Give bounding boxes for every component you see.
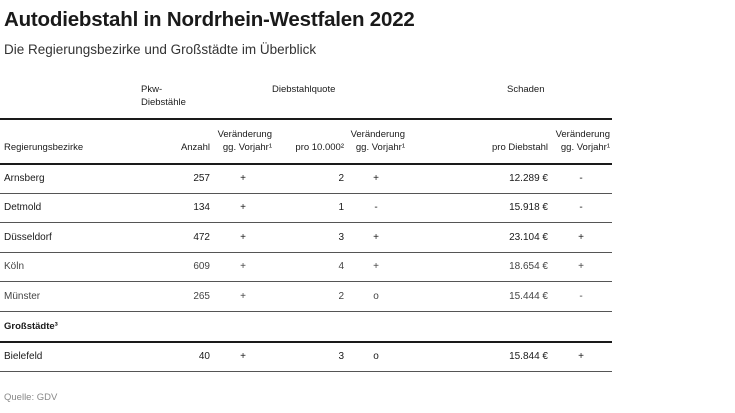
cell-quote: 2 [338,173,344,184]
cell-schaden: 18.654 € [509,261,548,272]
cell-anzahl: 40 [198,351,210,362]
cell-quote: 4 [338,261,344,272]
col-header-pro10000: pro 10.000² [295,142,344,153]
cell-quote: 1 [338,202,344,213]
cell-veraenderung-2: o [373,291,379,302]
cell-name: Arnsberg [4,173,45,184]
cell-veraenderung-3: + [578,351,584,362]
cell-schaden: 15.444 € [509,291,548,302]
header-rule-bottom [0,163,612,165]
cell-anzahl: 472 [193,232,210,243]
cell-schaden: 15.844 € [509,351,548,362]
cell-veraenderung-1: + [240,202,246,213]
cell-anzahl: 257 [193,173,210,184]
cell-name: Münster [4,291,41,302]
row-divider [0,311,612,312]
cell-veraenderung-1: + [240,291,246,302]
cell-veraenderung-3: + [578,232,584,243]
cell-veraenderung-3: + [578,261,584,272]
cell-veraenderung-1: + [240,261,246,272]
cell-veraenderung-3: - [579,202,583,213]
cell-veraenderung-3: - [579,173,583,184]
header-rule-top [0,118,612,120]
col-header-veraenderung-schaden: Veränderung gg. Vorjahr¹ [555,129,610,153]
cell-name: Düsseldorf [4,232,52,243]
cell-veraenderung-2: o [373,351,379,362]
section-header-grossstaedte: Großstädte³ [4,321,58,332]
cell-quote: 3 [338,232,344,243]
page-subtitle: Die Regierungsbezirke und Großstädte im Überblick [4,42,317,57]
group-header-quote: Diebstahlquote [272,84,336,95]
cell-quote: 3 [338,351,344,362]
cell-anzahl: 134 [193,202,210,213]
cell-veraenderung-1: + [240,173,246,184]
row-divider [0,193,612,194]
group-header-diebstaehle: Pkw- Diebstähle [141,84,186,108]
cell-veraenderung-1: + [240,232,246,243]
cell-schaden: 15.918 € [509,202,548,213]
row-divider [0,252,612,253]
cell-veraenderung-2: + [373,232,379,243]
cell-name: Köln [4,261,25,272]
col-header-veraenderung-diebstaehle: Veränderung gg. Vorjahr¹ [217,129,272,153]
cell-anzahl: 609 [193,261,210,272]
col-header-anzahl: Anzahl [180,142,210,153]
cell-name: Detmold [4,202,42,213]
cell-schaden: 12.289 € [509,173,548,184]
section-rule [0,341,612,343]
cell-name: Bielefeld [4,351,43,362]
source-note: Quelle: GDV [4,392,58,403]
cell-veraenderung-2: - [374,202,378,213]
group-header-schaden: Schaden [507,84,545,95]
cell-quote: 2 [338,291,344,302]
cell-schaden: 23.104 € [509,232,548,243]
cell-anzahl: 265 [193,291,210,302]
row-divider [0,281,612,282]
cell-veraenderung-2: + [373,261,379,272]
row-divider [0,222,612,223]
cell-veraenderung-1: + [240,351,246,362]
col-header-veraenderung-quote: Veränderung gg. Vorjahr¹ [350,129,405,153]
page-title: Autodiebstahl in Nordrhein-Westfalen 2022 [4,8,415,31]
col-header-pro-diebstahl: pro Diebstahl [492,142,548,153]
col-header-bezirk: Regierungsbezirke [4,142,84,153]
cell-veraenderung-2: + [373,173,379,184]
cell-veraenderung-3: - [579,291,583,302]
row-divider [0,371,612,372]
